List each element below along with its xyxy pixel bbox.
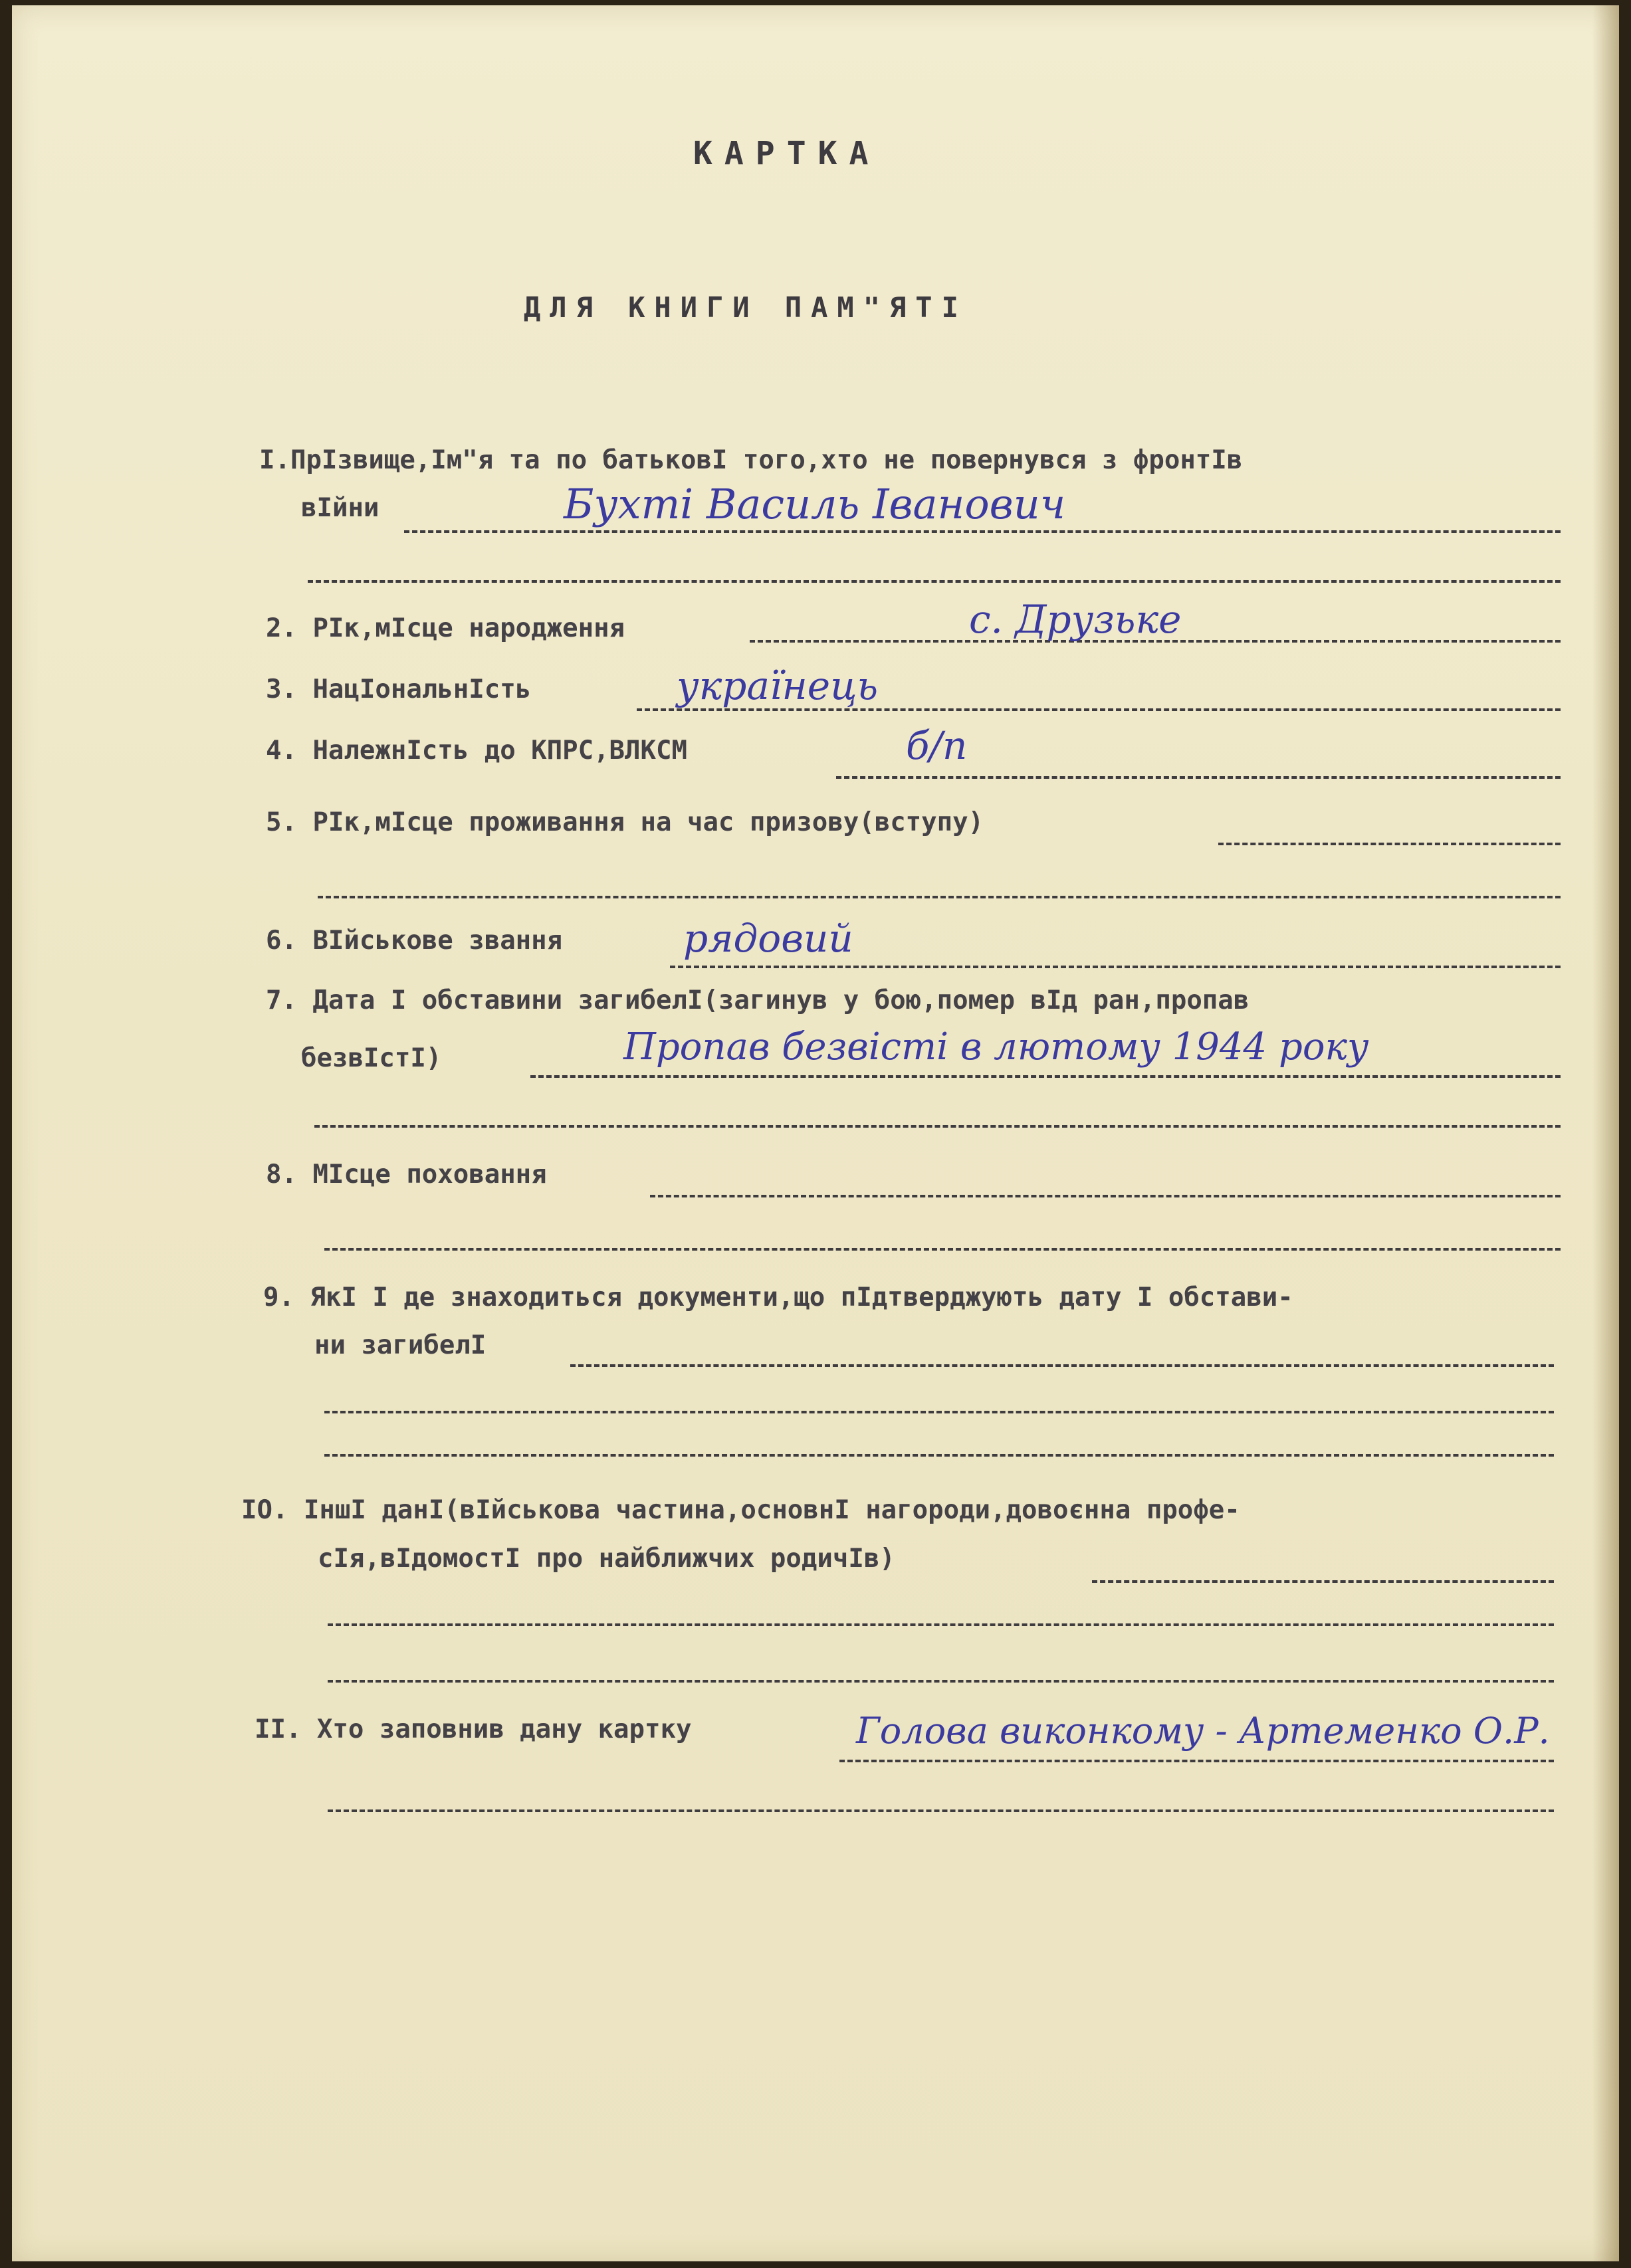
- field-7-label-line1: 7. Дата І обставини загибелІ(загинув у бою,помер вІд ран,пропав: [266, 985, 1250, 1015]
- field-6-label: 6. ВІйськове звання: [266, 926, 563, 956]
- field-2-label: 2. РІк,мІсце народження: [266, 613, 625, 643]
- field-11-underline-2: [328, 1809, 1554, 1812]
- field-5-underline: [1218, 843, 1561, 845]
- field-2-value: с. Друзьке: [969, 597, 1182, 642]
- document-subtitle: ДЛЯ КНИГИ ПАМ"ЯТІ: [524, 291, 968, 324]
- field-8-label: 8. МІсце поховання: [266, 1160, 547, 1189]
- field-9-label-line1: 9. ЯкІ І де знаходиться документи,що пІдтверджують дату І обстави-: [263, 1283, 1293, 1312]
- field-9-underline: [570, 1364, 1554, 1367]
- field-8-underline: [650, 1195, 1561, 1197]
- field-5-label: 5. РІк,мІсце проживання на час призову(вступу): [266, 807, 984, 837]
- field-4-label: 4. НалежнІсть до КПРС,ВЛКСМ: [266, 736, 687, 766]
- field-3-value: українець: [677, 663, 879, 708]
- field-7-label-line2: безвІстІ): [301, 1043, 442, 1073]
- field-10-label-line2: сІя,вІдомостІ про найближчих родичІв): [318, 1544, 895, 1574]
- document-sheet: [12, 5, 1619, 2261]
- field-9-underline-3: [324, 1454, 1554, 1457]
- field-11-underline: [839, 1760, 1554, 1762]
- field-4-value: б/п: [906, 723, 968, 768]
- field-7-value: Пропав безвісті в лютому 1944 року: [623, 1025, 1369, 1069]
- field-7-underline-2: [314, 1125, 1561, 1128]
- field-5-underline-2: [318, 896, 1561, 898]
- field-10-label-line1: IO. ІншІ данІ(вІйськова частина,основнІ нагороди,довоєнна профе-: [241, 1495, 1240, 1525]
- field-3-label: 3. НацІональнІсть: [266, 674, 532, 704]
- document-title: КАРТКА: [693, 135, 881, 172]
- field-8-underline-2: [324, 1248, 1561, 1251]
- field-1-label-line1: І.ПрІзвище,Ім"я та по батьковІ того,хто не повернувся з фронтІв: [259, 445, 1243, 475]
- field-4-underline: [836, 776, 1561, 779]
- field-6-underline: [670, 966, 1561, 968]
- field-1-underline-2: [308, 580, 1561, 583]
- field-1-underline: [404, 530, 1561, 533]
- field-6-value: рядовий: [683, 916, 853, 961]
- field-9-label-line2: ни загибелІ: [314, 1330, 487, 1360]
- field-11-label: II. Хто заповнив дану картку: [255, 1714, 692, 1744]
- field-10-underline-2: [328, 1623, 1554, 1626]
- field-1-label-line2: вІйни: [301, 493, 380, 523]
- field-9-underline-2: [324, 1411, 1554, 1413]
- paper-edge-shadow: [1592, 5, 1619, 2261]
- field-3-underline: [637, 708, 1561, 711]
- field-10-underline: [1092, 1580, 1554, 1583]
- field-1-value: Бухті Василь Іванович: [564, 480, 1066, 528]
- field-7-underline: [530, 1075, 1561, 1078]
- field-11-value: Голова виконкому - Артеменко О.Р.: [856, 1710, 1550, 1752]
- field-10-underline-3: [328, 1680, 1554, 1683]
